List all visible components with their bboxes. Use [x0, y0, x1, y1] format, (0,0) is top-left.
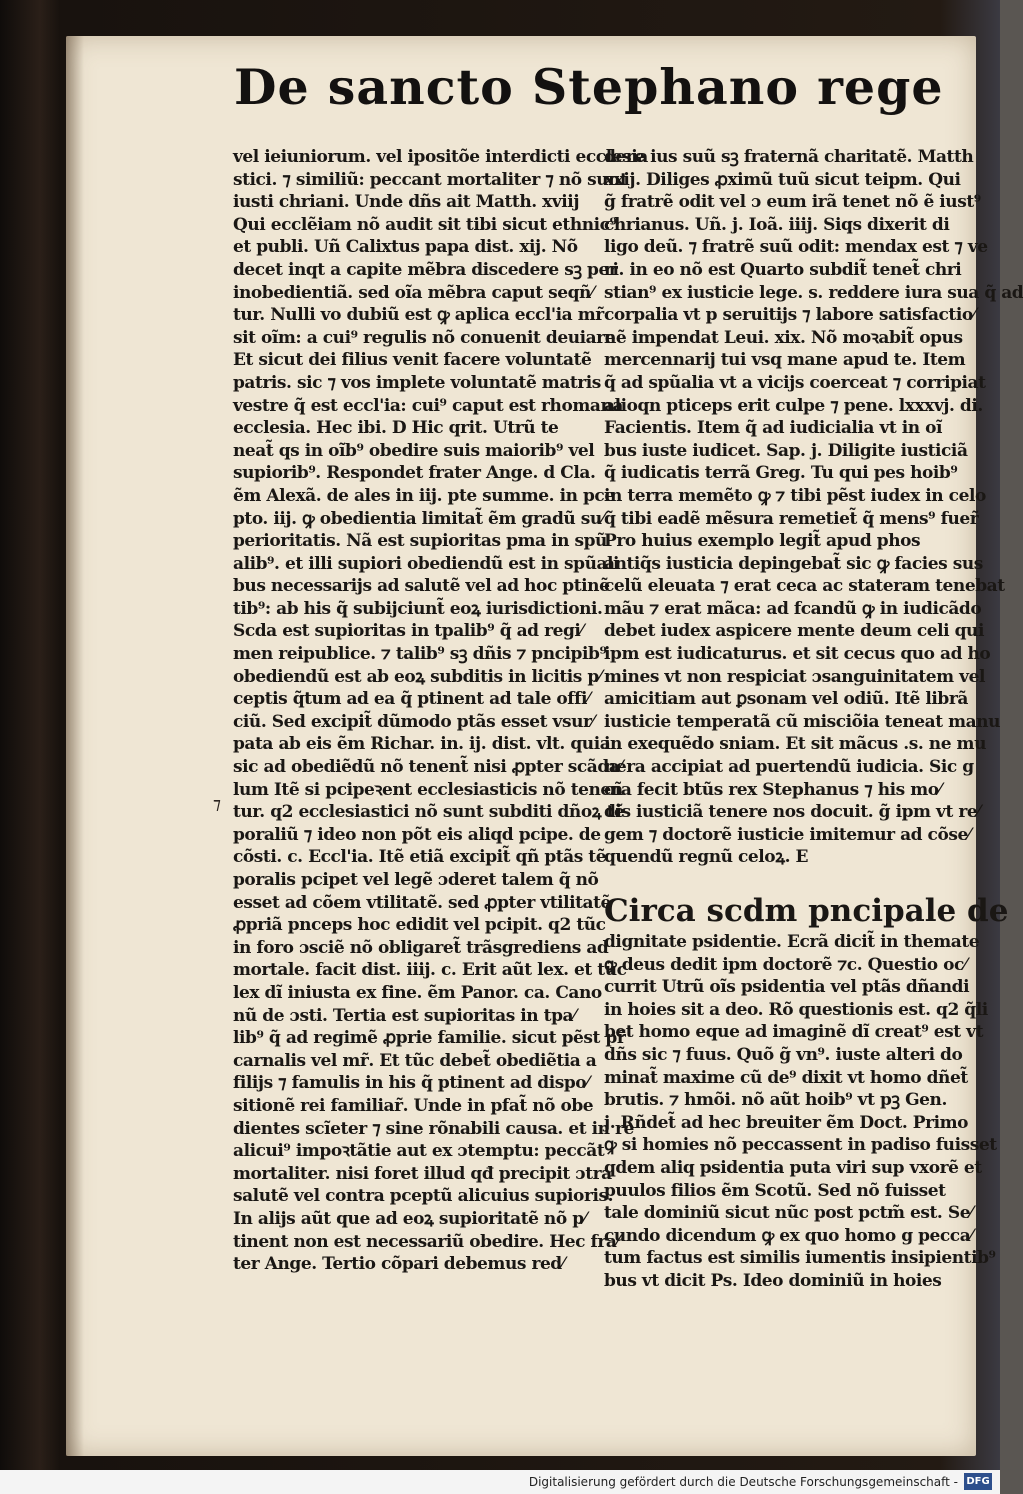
text-line: bus iuste iudicet. Sap. j. Diligite iusticiã	[604, 440, 968, 461]
text-line: dientes scĩeter ⁊ sine rõnabili causa. et in re	[233, 1118, 634, 1139]
text-line: perioritatis. Nã est supioritas pma in spũ	[233, 531, 607, 552]
text-line: supiorib⁹. Respondet frater Ange. d Cla.	[233, 463, 596, 484]
text-line: sit oĩm: a cui⁹ regulis nõ conuenit deuiare	[233, 327, 616, 348]
margin-mark: ⁊	[213, 794, 221, 813]
text-line: tur. Nulli vo dubiũ est ꝙ aplica eccl'ia mr̃	[233, 305, 604, 326]
text-line: brutis. ⁊ hmõi. nõ aũt hoib⁹ vt pꝫ Gen.	[604, 1090, 947, 1111]
text-line: stian⁹ ex iusticie lege. s. reddere iura sua q̃ ad	[604, 282, 1023, 303]
text-line: alib⁹. et illi supiori obediendũ est in spũali	[233, 553, 620, 574]
text-line: oĩa fecit btũs rex Stephanus ⁊ his mo⁄	[604, 779, 942, 800]
text-line: nera accipiat ad puertendũ iudicia. Sic g	[604, 757, 974, 778]
text-line: nũ de ɔsti. Tertia est supioritas in tpa⁄	[233, 1005, 576, 1026]
funding-credit: Digitalisierung gefördert durch die Deutsche Forschungsgemeinschaft -	[528, 1475, 958, 1489]
text-line: pata ab eis ẽm Richar. in. ij. dist. vlt. quia	[233, 734, 611, 755]
text-line: et publi. Uñ Calixtus papa dist. xij. Nõ	[233, 237, 578, 258]
text-line: Facientis. Item q̃ ad iudicialia vt in oĩ	[604, 418, 943, 439]
text-line: in exequẽdo sniam. Et sit mãcus .s. ne mu	[604, 734, 986, 755]
text-line: carnalis vel mr̃. Et tũc debet̃ obediẽtia a	[233, 1050, 597, 1071]
text-line: tum factus est similis iumentis insipientib⁹	[604, 1248, 996, 1269]
text-line: xxij. Diliges ꝓximũ tuũ sicut teipm. Qui	[604, 169, 961, 190]
text-line: ri. in eo nõ est Quarto subdit̃ tenet̃ chri	[604, 259, 962, 280]
text-line: neat̃ qs in oĩb⁹ obedire suis maiorib⁹ vel	[233, 440, 595, 461]
text-line: in foro ɔsciẽ nõ obligaret̃ trãsgrediens ad	[233, 937, 609, 958]
text-line: ꝙ deus dedit ipm doctorẽ ⁊c. Questio oc⁄	[604, 954, 967, 975]
text-line: poraliũ ⁊ ideo non põt eis aliqd pcipe. de	[233, 824, 601, 845]
text-line: ceptis q̃tum ad ea q̃ ptinent ad tale offi⁄	[233, 689, 590, 710]
text-line: dere ius suũ sꝫ fraternã charitatẽ. Matth	[604, 147, 974, 167]
text-line: celũ eleuata ⁊ erat ceca ac stateram tenebat	[604, 576, 1005, 597]
section-heading: Circa scdm pncipale de	[604, 893, 1009, 929]
text-line: mortale. facit dist. iiij. c. Erit aũt lex. et tũc	[233, 960, 627, 981]
text-line: inobedientiã. sed oĩa mẽbra caput seqñ⁄	[233, 282, 594, 303]
text-line: Qui ecclẽiam nõ audit sit tibi sicut ethnic⁹	[233, 214, 617, 235]
text-line: lum Itẽ si pcipeꝛent ecclesiasticis nõ tenen	[233, 779, 623, 800]
text-line: obediendũ est ab eoꝝ subditis in licitis p⁄	[233, 666, 602, 687]
text-line: ciũ. Sed excipit̃ dũmodo ptãs esset vsur⁄	[233, 711, 594, 732]
text-line: ecclesia. Hec ibi. D Hic qrit. Utrũ te	[233, 418, 559, 439]
text-line: lex dĩ iniusta ex fine. ẽm Panor. ca. Cano	[233, 982, 602, 1003]
text-line: filijs ⁊ famulis in his q̃ ptinent ad dispo⁄	[233, 1073, 589, 1094]
text-line: esset ad cõem vtilitatẽ. sed ꝓpter vtilitatẽ	[233, 892, 611, 913]
text-line: cundo dicendum ꝙ ex quo homo g pecca⁄	[604, 1225, 973, 1246]
text-line: iusti chriani. Unde dñs ait Matth. xviij	[233, 192, 580, 213]
text-line: tinent non est necessariũ obedire. Hec fra⁄	[233, 1231, 619, 1252]
text-line: in hoies sit a deo. Rõ questionis est. q2 q̃li	[604, 999, 988, 1020]
text-line: dis iusticiã tenere nos docuit. g̃ ipm vt re⁄	[604, 802, 980, 823]
text-line: currit Utrũ oĩs psidentia vel ptãs dñandi	[604, 977, 970, 998]
text-line: j. Rñdet̃ ad hec breuiter ẽm Doct. Primo	[604, 1112, 969, 1133]
text-line: mercennarij tui vsq mane apud te. Item	[604, 350, 966, 371]
text-line: in terra memẽto ꝙ ⁊ tibi pẽst iudex in celo	[604, 485, 986, 506]
text-line: mortaliter. nisi foret illud qđ precipit ɔtra	[233, 1163, 612, 1184]
text-line: ẽm Alexã. de ales in iij. pte summe. in pce	[233, 485, 615, 506]
text-line: alioqn pticeps erit culpe ⁊ pene. lxxxvj. di.	[604, 395, 983, 416]
text-line: dñs sic ⁊ fuus. Quõ g̃ vn⁹. iuste alteri do	[604, 1044, 963, 1065]
text-line: cõsti. c. Eccl'ia. Itẽ etiã excipit̃ qñ ptãs tẽ	[233, 847, 607, 868]
dfg-logo: DFG	[964, 1473, 992, 1490]
text-line: ꝓpriã pnceps hoc edidit vel pcipit. q2 tũc	[233, 915, 606, 936]
right-column	[604, 146, 1023, 1293]
text-line: alicui⁹ impoꝛtãtie aut ex ɔtemptu: peccãt	[233, 1141, 605, 1162]
text-line: corpalia vt p seruitijs ⁊ labore satisfactio⁄	[604, 305, 976, 326]
text-line: bus vt dicit Ps. Ideo dominiũ in hoies	[604, 1270, 942, 1291]
text-line: Et sicut dei filius venit facere voluntatẽ	[233, 350, 592, 371]
right-column-top	[604, 146, 1023, 869]
text-line: ipm est iudicaturus. et sit cecus quo ad ho	[604, 644, 991, 665]
text-line: antiq̃s iusticia depingebat̃ sic ꝙ facies sus	[604, 553, 983, 574]
text-line: q̃ iudicatis terrã Greg. Tu qui pes hoib⁹	[604, 463, 958, 484]
text-line: gem ⁊ doctorẽ iusticie imitemur ad cõse⁄	[604, 824, 971, 845]
text-line: g̃ fratrẽ odit vel ɔ eum irã tenet nõ ẽ iust⁹	[604, 192, 981, 213]
text-line: lib⁹ q̃ ad regimẽ ꝓprie familie. sicut pẽst pr̃	[233, 1028, 626, 1049]
text-line: stici. ⁊ similiũ: peccant mortaliter ⁊ nõ sunt	[233, 169, 628, 190]
text-line: iusticie temperatã cũ misciõia teneat manu	[604, 711, 1000, 732]
text-line: tale dominiũ sicut nũc post pctm̃ est. Se⁄	[604, 1203, 973, 1224]
text-line: chrianus. Uñ. j. Ioã. iiij. Siqs dixerit di	[604, 214, 950, 235]
text-line: mãu ⁊ erat mãca: ad fcandũ ꝙ in iudicãdo	[604, 598, 982, 619]
text-line: ꝙ si homies nõ peccassent in padiso fuisset	[604, 1135, 997, 1156]
text-line: Pro huius exemplo legit̃ apud phos	[604, 531, 921, 552]
text-line: poralis pcipet vel legẽ ɔderet talem q̃ nõ	[233, 870, 599, 890]
text-line: bet homo eque ad imaginẽ dĩ creat⁹ est vt	[604, 1022, 983, 1043]
text-line: ter Ange. Tertio cõpari debemus red⁄	[233, 1254, 565, 1275]
text-line: men reipublice. ⁊ talib⁹ sꝫ dñis ⁊ pncipib⁹	[233, 644, 607, 665]
text-line: q̃ ad spũalia vt a vicijs coerceat ⁊ corripiat	[604, 372, 986, 393]
text-line: minat̃ maxime cũ de⁹ dixit vt homo dñet̃	[604, 1067, 968, 1088]
text-line: salutẽ vel contra pceptũ alicuius supioris.	[233, 1186, 614, 1207]
text-line: In alijs aũt que ad eoꝝ supioritatẽ nõ p⁄	[233, 1208, 587, 1229]
text-line: tur. q2 ecclesiastici nõ sunt subditi dñoꝝ tẽ	[233, 802, 625, 823]
running-head: De sancto Stephano rege	[234, 58, 944, 116]
right-column-bottom	[604, 931, 997, 1293]
text-line: pto. iij. ꝙ obedientia limitat̃ ẽm gradũ su⁄	[233, 508, 605, 529]
text-line: puulos filios ẽm Scotũ. Sed nõ fuisset	[604, 1180, 946, 1201]
text-line: quendũ regnũ celoꝝ. E	[604, 847, 809, 868]
text-line: Scda est supioritas in tpalib⁹ q̃ ad regi⁄	[233, 621, 583, 642]
left-column	[233, 146, 648, 1276]
footer-bar	[0, 1470, 1000, 1494]
text-line: q̃ tibi eadẽ mẽsura remetiet̃ q̃ mens⁹ fuer̃	[604, 508, 979, 529]
text-line: sic ad obediẽdũ nõ tenent̃ nisi ꝓpter scãda⁄	[233, 757, 622, 778]
text-line: patris. sic ⁊ vos implete voluntatẽ matris	[233, 372, 601, 393]
text-line: nẽ impendat Leui. xix. Nõ moꝛabit̃ opus	[604, 327, 963, 348]
text-line: vel ieiuniorum. vel ipositõe interdicti ecclesia	[233, 147, 648, 167]
text-line: vestre q̃ est eccl'ia: cui⁹ caput est rhomana	[233, 395, 623, 416]
text-line: debet iudex aspicere mente deum celi qui	[604, 621, 984, 642]
text-line: amicitiam aut ꝑsonam vel odiũ. Itẽ librã	[604, 689, 968, 710]
text-line: bus necessarijs ad salutẽ vel ad hoc ptinẽ	[233, 576, 610, 597]
text-line: ligo deũ. ⁊ fratrẽ suũ odit: mendax est ⁊ ve	[604, 237, 988, 258]
text-line: decet inqt a capite mẽbra discedere sꝫ per	[233, 259, 618, 280]
text-line: dignitate psidentie. Ecrã dicit̃ in themate	[604, 932, 980, 952]
text-line: qdem aliq psidentia puta viri sup vxorẽ et	[604, 1157, 982, 1178]
text-line: sitionẽ rei familiar̃. Unde in pfat̃ nõ obe	[233, 1095, 594, 1116]
text-line: mines vt non respiciat ɔsanguinitatem vel	[604, 666, 985, 687]
spacer	[604, 869, 970, 885]
text-line: tib⁹: ab his q̃ subijciunt̃ eoꝝ iurisdictioni.	[233, 598, 603, 619]
